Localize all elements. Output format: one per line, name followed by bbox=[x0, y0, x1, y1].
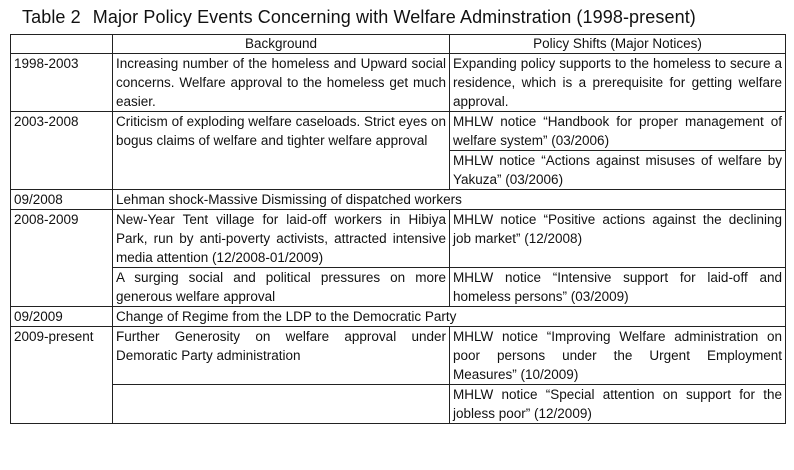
policy-cell: MHLW notice “Actions against misuses of welfare by Yakuza” (03/2006) bbox=[450, 151, 786, 190]
policy-cell: MHLW notice “Improving Welfare administration on poor persons under the Urgent Employment Measures” (10/2009) bbox=[450, 327, 786, 385]
policy-cell: MHLW notice “Intensive support for laid-off and homeless persons” (03/2009) bbox=[450, 268, 786, 307]
policy-cell: Expanding policy supports to the homeless to secure a residence, which is a prerequisite for getting welfare approval. bbox=[450, 54, 786, 112]
policy-cell: MHLW notice “Special attention on support for the jobless poor” (12/2009) bbox=[450, 385, 786, 424]
event-cell: Lehman shock-Massive Dismissing of dispatched workers bbox=[113, 190, 786, 210]
period-cell: 2008-2009 bbox=[11, 210, 113, 307]
table-row bbox=[11, 327, 786, 385]
period-cell: 2009-present bbox=[11, 327, 113, 424]
table-row bbox=[11, 112, 786, 151]
table-row bbox=[11, 268, 786, 307]
table-caption bbox=[22, 6, 792, 28]
period-cell: 2003-2008 bbox=[11, 112, 113, 190]
table-row bbox=[11, 190, 786, 210]
event-cell: Change of Regime from the LDP to the Democratic Party bbox=[113, 307, 786, 327]
header-row bbox=[11, 35, 786, 54]
header-background: Background bbox=[113, 35, 450, 54]
table-row bbox=[11, 210, 786, 268]
policy-events-table bbox=[10, 34, 786, 424]
table-row bbox=[11, 385, 786, 424]
header-policy: Policy Shifts (Major Notices) bbox=[450, 35, 786, 54]
table-number: Table 2 bbox=[22, 7, 81, 27]
table-row bbox=[11, 54, 786, 112]
table-row bbox=[11, 307, 786, 327]
background-cell: A surging social and political pressures on more generous welfare approval bbox=[113, 268, 450, 307]
policy-cell: MHLW notice “Handbook for proper management of welfare system” (03/2006) bbox=[450, 112, 786, 151]
background-cell: Further Generosity on welfare approval under Demoratic Party administration bbox=[113, 327, 450, 385]
background-cell: Criticism of exploding welfare caseloads. Strict eyes on bogus claims of welfare and tighter welfare approval bbox=[113, 112, 450, 190]
table-title: Major Policy Events Concerning with Welfare Adminstration (1998-present) bbox=[92, 7, 696, 27]
background-cell: New-Year Tent village for laid-off workers in Hibiya Park, run by anti-poverty activists, attracted intensive media attention (12/2008-01/2009) bbox=[113, 210, 450, 268]
background-cell: Increasing number of the homeless and Upward social concerns. Welfare approval to the homeless get much easier. bbox=[113, 54, 450, 112]
policy-cell: MHLW notice “Positive actions against the declining job market” (12/2008) bbox=[450, 210, 786, 268]
period-cell: 09/2009 bbox=[11, 307, 113, 327]
empty-cell bbox=[113, 385, 450, 424]
period-cell: 09/2008 bbox=[11, 190, 113, 210]
period-cell: 1998-2003 bbox=[11, 54, 113, 112]
header-period bbox=[11, 35, 113, 54]
